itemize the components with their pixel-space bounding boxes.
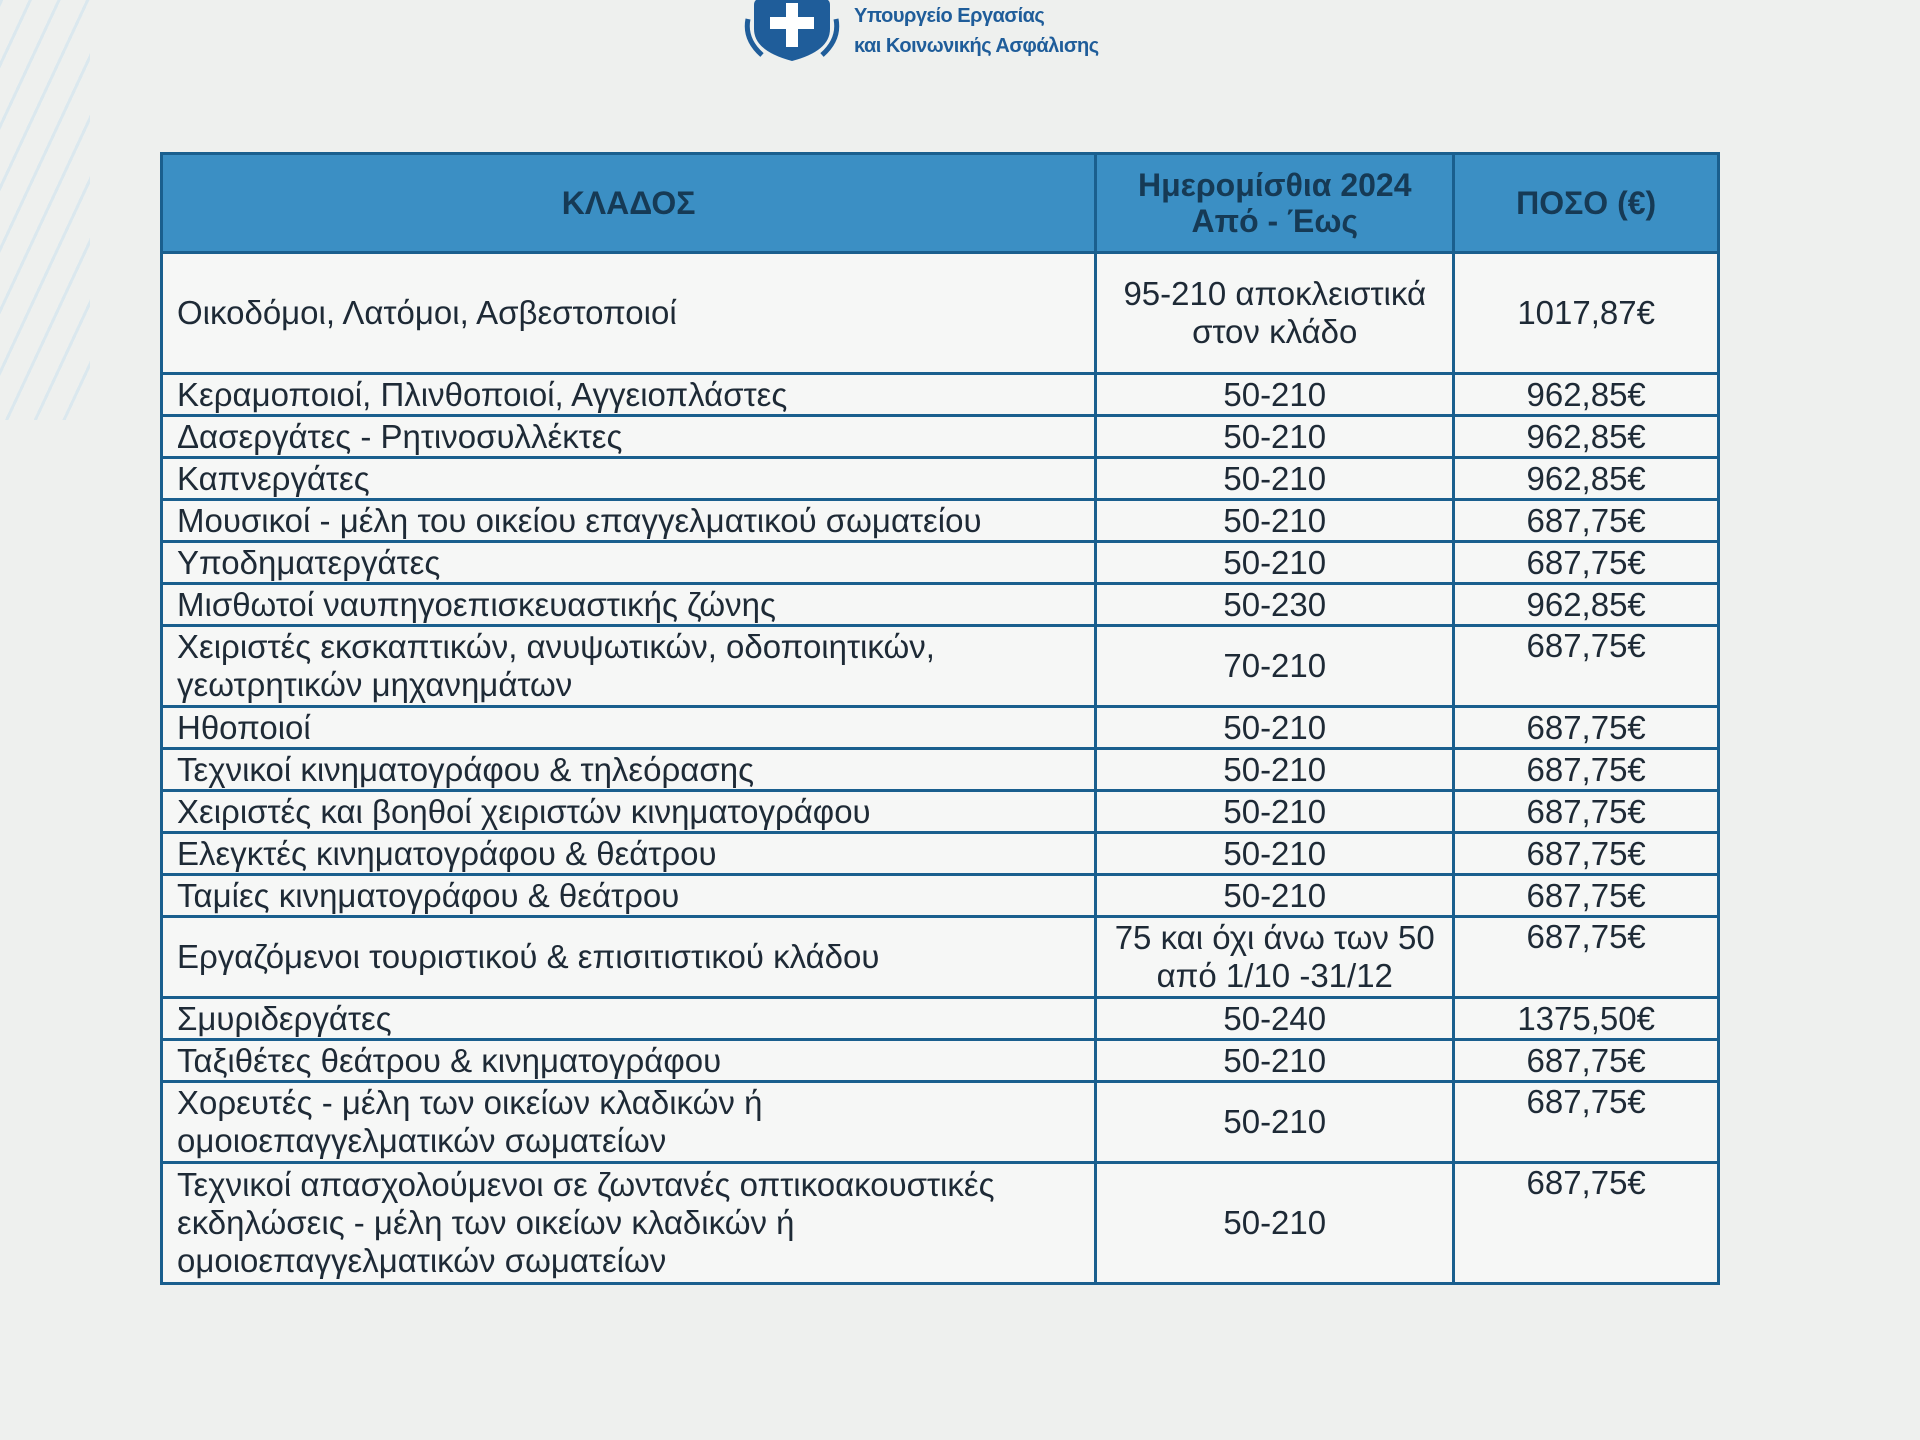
allowance-table-container (160, 152, 1720, 1285)
table-row (162, 791, 1719, 833)
days-cell: 50-230 (1096, 584, 1454, 626)
branch-cell: Ταξιθέτες θεάτρου & κινηματογράφου (162, 1040, 1096, 1082)
amount-cell: 687,75€ (1454, 917, 1719, 998)
column-header-branch: ΚΛΑΔΟΣ (162, 154, 1096, 253)
table-row (162, 1163, 1719, 1284)
days-cell: 70-210 (1096, 626, 1454, 707)
table-row (162, 749, 1719, 791)
days-cell: 50-210 (1096, 458, 1454, 500)
days-cell: 50-210 (1096, 875, 1454, 917)
table-row (162, 542, 1719, 584)
table-row (162, 626, 1719, 707)
table-row (162, 253, 1719, 374)
days-cell: 50-210 (1096, 749, 1454, 791)
amount-cell: 1017,87€ (1454, 253, 1719, 374)
amount-cell: 962,85€ (1454, 416, 1719, 458)
amount-cell: 687,75€ (1454, 542, 1719, 584)
days-cell: 50-210 (1096, 1082, 1454, 1163)
days-cell: 50-210 (1096, 374, 1454, 416)
table-row (162, 374, 1719, 416)
amount-cell: 687,75€ (1454, 749, 1719, 791)
background-stripes (0, 0, 90, 420)
days-cell: 50-210 (1096, 1040, 1454, 1082)
amount-cell: 687,75€ (1454, 1163, 1719, 1284)
days-cell: 50-210 (1096, 791, 1454, 833)
branch-cell: Οικοδόμοι, Λατόμοι, Ασβεστοποιοί (162, 253, 1096, 374)
days-cell: 50-240 (1096, 998, 1454, 1040)
amount-cell: 1375,50€ (1454, 998, 1719, 1040)
branch-cell: Ταμίες κινηματογράφου & θεάτρου (162, 875, 1096, 917)
days-cell: 50-210 (1096, 542, 1454, 584)
ministry-line-2: και Κοινωνικής Ασφάλισης (854, 35, 1099, 57)
days-cell: 75 και όχι άνω των 50 από 1/10 -31/12 (1096, 917, 1454, 998)
table-row (162, 584, 1719, 626)
table-row (162, 500, 1719, 542)
amount-cell: 962,85€ (1454, 458, 1719, 500)
branch-cell: Καπνεργάτες (162, 458, 1096, 500)
days-cell: 50-210 (1096, 833, 1454, 875)
table-row (162, 917, 1719, 998)
table-row (162, 707, 1719, 749)
branch-cell: Τεχνικοί απασχολούμενοι σε ζωντανές οπτικοακουστικές εκδηλώσεις - μέλη των οικείων κλαδικών ή ομοιοεπαγγελματικών σωματείων (162, 1163, 1096, 1284)
branch-cell: Μουσικοί - μέλη του οικείου επαγγελματικού σωματείου (162, 500, 1096, 542)
table-row (162, 875, 1719, 917)
table-row (162, 833, 1719, 875)
branch-cell: Χορευτές - μέλη των οικείων κλαδικών ή ομοιοεπαγγελματικών σωματείων (162, 1082, 1096, 1163)
table-row (162, 1040, 1719, 1082)
days-cell: 50-210 (1096, 500, 1454, 542)
days-cell: 50-210 (1096, 416, 1454, 458)
column-header-days-line2: Από - Έως (1191, 203, 1359, 239)
amount-cell: 687,75€ (1454, 1040, 1719, 1082)
branch-cell: Χειριστές και βοηθοί χειριστών κινηματογράφου (162, 791, 1096, 833)
table-row (162, 998, 1719, 1040)
branch-cell: Υποδηματεργάτες (162, 542, 1096, 584)
amount-cell: 687,75€ (1454, 791, 1719, 833)
amount-cell: 687,75€ (1454, 707, 1719, 749)
branch-cell: Μισθωτοί ναυπηγοεπισκευαστικής ζώνης (162, 584, 1096, 626)
table-row (162, 1082, 1719, 1163)
ministry-name (854, 1, 1099, 61)
table-header-row (162, 154, 1719, 253)
table-row (162, 416, 1719, 458)
column-header-days (1096, 154, 1454, 253)
days-cell: 50-210 (1096, 707, 1454, 749)
amount-cell: 687,75€ (1454, 833, 1719, 875)
amount-cell: 687,75€ (1454, 1082, 1719, 1163)
ministry-header (744, 0, 1099, 70)
branch-cell: Σμυριδεργάτες (162, 998, 1096, 1040)
column-header-amount: ΠΟΣΟ (€) (1454, 154, 1719, 253)
amount-cell: 687,75€ (1454, 626, 1719, 707)
greek-coat-of-arms-icon (744, 0, 840, 63)
branch-cell: Χειριστές εκσκαπτικών, ανυψωτικών, οδοποιητικών, γεωτρητικών μηχανημάτων (162, 626, 1096, 707)
amount-cell: 962,85€ (1454, 374, 1719, 416)
amount-cell: 962,85€ (1454, 584, 1719, 626)
ministry-line-1: Υπουργείο Εργασίας (854, 5, 1045, 27)
amount-cell: 687,75€ (1454, 500, 1719, 542)
branch-cell: Δασεργάτες - Ρητινοσυλλέκτες (162, 416, 1096, 458)
allowance-table (160, 152, 1720, 1285)
column-header-days-line1: Ημερομίσθια 2024 (1137, 167, 1412, 203)
table-row (162, 458, 1719, 500)
branch-cell: Ελεγκτές κινηματογράφου & θεάτρου (162, 833, 1096, 875)
days-cell: 95-210 αποκλειστικά στον κλάδο (1096, 253, 1454, 374)
branch-cell: Εργαζόμενοι τουριστικού & επισιτιστικού κλάδου (162, 917, 1096, 998)
branch-cell: Τεχνικοί κινηματογράφου & τηλεόρασης (162, 749, 1096, 791)
days-cell: 50-210 (1096, 1163, 1454, 1284)
amount-cell: 687,75€ (1454, 875, 1719, 917)
branch-cell: Κεραμοποιοί, Πλινθοποιοί, Αγγειοπλάστες (162, 374, 1096, 416)
branch-cell: Ηθοποιοί (162, 707, 1096, 749)
